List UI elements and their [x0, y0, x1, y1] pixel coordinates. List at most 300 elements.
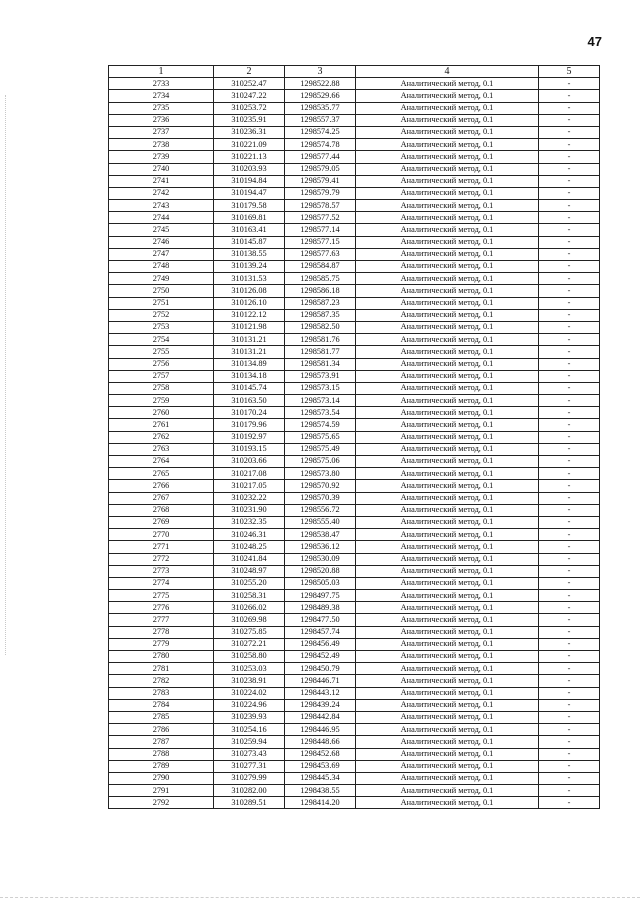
accuracy-cell: -: [539, 139, 600, 151]
point-number-cell: 2754: [109, 334, 214, 346]
method-cell: Аналитический метод, 0.1: [356, 651, 539, 663]
y-coordinate-cell: 1298573.15: [285, 382, 356, 394]
x-coordinate-cell: 310221.13: [214, 151, 285, 163]
x-coordinate-cell: 310239.93: [214, 711, 285, 723]
table-row: [109, 480, 600, 492]
accuracy-cell: -: [539, 456, 600, 468]
accuracy-cell: -: [539, 175, 600, 187]
table-row: [109, 358, 600, 370]
point-number-cell: 2744: [109, 212, 214, 224]
table-row: [109, 382, 600, 394]
accuracy-cell: -: [539, 200, 600, 212]
point-number-cell: 2777: [109, 614, 214, 626]
table-row: [109, 626, 600, 638]
y-coordinate-cell: 1298577.44: [285, 151, 356, 163]
y-coordinate-cell: 1298575.49: [285, 443, 356, 455]
table-row: [109, 724, 600, 736]
point-number-cell: 2763: [109, 443, 214, 455]
point-number-cell: 2789: [109, 760, 214, 772]
x-coordinate-cell: 310179.58: [214, 200, 285, 212]
point-number-cell: 2782: [109, 675, 214, 687]
y-coordinate-cell: 1298584.87: [285, 261, 356, 273]
point-number-cell: 2781: [109, 663, 214, 675]
accuracy-cell: -: [539, 626, 600, 638]
x-coordinate-cell: 310163.41: [214, 224, 285, 236]
method-cell: Аналитический метод, 0.1: [356, 504, 539, 516]
table-row: [109, 711, 600, 723]
point-number-cell: 2745: [109, 224, 214, 236]
method-cell: Аналитический метод, 0.1: [356, 443, 539, 455]
point-number-cell: 2746: [109, 236, 214, 248]
point-number-cell: 2760: [109, 407, 214, 419]
y-coordinate-cell: 1298522.88: [285, 78, 356, 90]
method-cell: Аналитический метод, 0.1: [356, 285, 539, 297]
accuracy-cell: -: [539, 736, 600, 748]
point-number-cell: 2776: [109, 602, 214, 614]
method-cell: Аналитический метод, 0.1: [356, 699, 539, 711]
accuracy-cell: -: [539, 382, 600, 394]
accuracy-cell: -: [539, 285, 600, 297]
accuracy-cell: -: [539, 590, 600, 602]
accuracy-cell: -: [539, 126, 600, 138]
accuracy-cell: -: [539, 261, 600, 273]
method-cell: Аналитический метод, 0.1: [356, 273, 539, 285]
accuracy-cell: -: [539, 553, 600, 565]
accuracy-cell: -: [539, 577, 600, 589]
x-coordinate-cell: 310193.15: [214, 443, 285, 455]
accuracy-cell: -: [539, 687, 600, 699]
accuracy-cell: -: [539, 480, 600, 492]
y-coordinate-cell: 1298536.12: [285, 541, 356, 553]
x-coordinate-cell: 310253.03: [214, 663, 285, 675]
point-number-cell: 2750: [109, 285, 214, 297]
x-coordinate-cell: 310248.97: [214, 565, 285, 577]
method-cell: Аналитический метод, 0.1: [356, 748, 539, 760]
y-coordinate-cell: 1298587.23: [285, 297, 356, 309]
y-coordinate-cell: 1298557.37: [285, 114, 356, 126]
accuracy-cell: -: [539, 675, 600, 687]
point-number-cell: 2753: [109, 321, 214, 333]
x-coordinate-cell: 310131.21: [214, 334, 285, 346]
x-coordinate-cell: 310163.50: [214, 395, 285, 407]
header-cell-5: 5: [539, 66, 600, 78]
point-number-cell: 2740: [109, 163, 214, 175]
table-row: [109, 663, 600, 675]
y-coordinate-cell: 1298574.25: [285, 126, 356, 138]
table-row: [109, 638, 600, 650]
point-number-cell: 2774: [109, 577, 214, 589]
accuracy-cell: -: [539, 90, 600, 102]
method-cell: Аналитический метод, 0.1: [356, 248, 539, 260]
x-coordinate-cell: 310246.31: [214, 529, 285, 541]
point-number-cell: 2748: [109, 261, 214, 273]
table-row: [109, 297, 600, 309]
x-coordinate-cell: 310138.55: [214, 248, 285, 260]
method-cell: Аналитический метод, 0.1: [356, 212, 539, 224]
method-cell: Аналитический метод, 0.1: [356, 395, 539, 407]
accuracy-cell: -: [539, 797, 600, 809]
x-coordinate-cell: 310253.72: [214, 102, 285, 114]
accuracy-cell: -: [539, 565, 600, 577]
point-number-cell: 2749: [109, 273, 214, 285]
point-number-cell: 2791: [109, 785, 214, 797]
point-number-cell: 2747: [109, 248, 214, 260]
y-coordinate-cell: 1298570.39: [285, 492, 356, 504]
point-number-cell: 2785: [109, 711, 214, 723]
method-cell: Аналитический метод, 0.1: [356, 541, 539, 553]
x-coordinate-cell: 310217.05: [214, 480, 285, 492]
point-number-cell: 2788: [109, 748, 214, 760]
method-cell: Аналитический метод, 0.1: [356, 407, 539, 419]
y-coordinate-cell: 1298577.52: [285, 212, 356, 224]
table-row: [109, 346, 600, 358]
accuracy-cell: -: [539, 321, 600, 333]
x-coordinate-cell: 310269.98: [214, 614, 285, 626]
accuracy-cell: -: [539, 516, 600, 528]
method-cell: Аналитический метод, 0.1: [356, 565, 539, 577]
header-cell-4: 4: [356, 66, 539, 78]
table-row: [109, 797, 600, 809]
x-coordinate-cell: 310231.90: [214, 504, 285, 516]
page-edge-line: [0, 897, 640, 898]
method-cell: Аналитический метод, 0.1: [356, 687, 539, 699]
y-coordinate-cell: 1298573.54: [285, 407, 356, 419]
method-cell: Аналитический метод, 0.1: [356, 663, 539, 675]
x-coordinate-cell: 310122.12: [214, 309, 285, 321]
method-cell: Аналитический метод, 0.1: [356, 419, 539, 431]
y-coordinate-cell: 1298579.41: [285, 175, 356, 187]
x-coordinate-cell: 310179.96: [214, 419, 285, 431]
point-number-cell: 2790: [109, 772, 214, 784]
accuracy-cell: -: [539, 504, 600, 516]
method-cell: Аналитический метод, 0.1: [356, 163, 539, 175]
accuracy-cell: -: [539, 370, 600, 382]
table-row: [109, 248, 600, 260]
accuracy-cell: -: [539, 187, 600, 199]
y-coordinate-cell: 1298573.14: [285, 395, 356, 407]
table-row: [109, 224, 600, 236]
method-cell: Аналитический метод, 0.1: [356, 736, 539, 748]
y-coordinate-cell: 1298439.24: [285, 699, 356, 711]
y-coordinate-cell: 1298586.18: [285, 285, 356, 297]
method-cell: Аналитический метод, 0.1: [356, 711, 539, 723]
point-number-cell: 2738: [109, 139, 214, 151]
method-cell: Аналитический метод, 0.1: [356, 175, 539, 187]
method-cell: Аналитический метод, 0.1: [356, 553, 539, 565]
x-coordinate-cell: 310139.24: [214, 261, 285, 273]
y-coordinate-cell: 1298489.38: [285, 602, 356, 614]
y-coordinate-cell: 1298520.88: [285, 565, 356, 577]
x-coordinate-cell: 310252.47: [214, 78, 285, 90]
y-coordinate-cell: 1298579.79: [285, 187, 356, 199]
table-row: [109, 419, 600, 431]
y-coordinate-cell: 1298538.47: [285, 529, 356, 541]
method-cell: Аналитический метод, 0.1: [356, 90, 539, 102]
x-coordinate-cell: 310232.35: [214, 516, 285, 528]
table-row: [109, 395, 600, 407]
y-coordinate-cell: 1298530.09: [285, 553, 356, 565]
accuracy-cell: -: [539, 102, 600, 114]
point-number-cell: 2772: [109, 553, 214, 565]
y-coordinate-cell: 1298445.34: [285, 772, 356, 784]
point-number-cell: 2767: [109, 492, 214, 504]
method-cell: Аналитический метод, 0.1: [356, 78, 539, 90]
y-coordinate-cell: 1298573.91: [285, 370, 356, 382]
y-coordinate-cell: 1298438.55: [285, 785, 356, 797]
y-coordinate-cell: 1298535.77: [285, 102, 356, 114]
table-row: [109, 614, 600, 626]
point-number-cell: 2762: [109, 431, 214, 443]
point-number-cell: 2765: [109, 468, 214, 480]
table-row: [109, 456, 600, 468]
x-coordinate-cell: 310134.89: [214, 358, 285, 370]
accuracy-cell: -: [539, 663, 600, 675]
method-cell: Аналитический метод, 0.1: [356, 309, 539, 321]
table-row: [109, 321, 600, 333]
y-coordinate-cell: 1298585.75: [285, 273, 356, 285]
x-coordinate-cell: 310224.02: [214, 687, 285, 699]
accuracy-cell: -: [539, 760, 600, 772]
point-number-cell: 2773: [109, 565, 214, 577]
accuracy-cell: -: [539, 614, 600, 626]
table-row: [109, 370, 600, 382]
accuracy-cell: -: [539, 724, 600, 736]
x-coordinate-cell: 310272.21: [214, 638, 285, 650]
accuracy-cell: -: [539, 541, 600, 553]
table-row: [109, 187, 600, 199]
y-coordinate-cell: 1298587.35: [285, 309, 356, 321]
y-coordinate-cell: 1298477.50: [285, 614, 356, 626]
y-coordinate-cell: 1298556.72: [285, 504, 356, 516]
x-coordinate-cell: 310126.08: [214, 285, 285, 297]
table-row: [109, 273, 600, 285]
y-coordinate-cell: 1298443.12: [285, 687, 356, 699]
point-number-cell: 2757: [109, 370, 214, 382]
point-number-cell: 2786: [109, 724, 214, 736]
x-coordinate-cell: 310194.84: [214, 175, 285, 187]
y-coordinate-cell: 1298497.75: [285, 590, 356, 602]
accuracy-cell: -: [539, 114, 600, 126]
accuracy-cell: -: [539, 638, 600, 650]
x-coordinate-cell: 310259.94: [214, 736, 285, 748]
y-coordinate-cell: 1298448.66: [285, 736, 356, 748]
accuracy-cell: -: [539, 492, 600, 504]
y-coordinate-cell: 1298452.49: [285, 651, 356, 663]
y-coordinate-cell: 1298442.84: [285, 711, 356, 723]
table-row: [109, 261, 600, 273]
point-number-cell: 2766: [109, 480, 214, 492]
x-coordinate-cell: 310134.18: [214, 370, 285, 382]
point-number-cell: 2780: [109, 651, 214, 663]
y-coordinate-cell: 1298570.92: [285, 480, 356, 492]
y-coordinate-cell: 1298581.77: [285, 346, 356, 358]
accuracy-cell: -: [539, 346, 600, 358]
x-coordinate-cell: 310258.80: [214, 651, 285, 663]
table-row: [109, 175, 600, 187]
table-row: [109, 577, 600, 589]
table-row: [109, 553, 600, 565]
y-coordinate-cell: 1298456.49: [285, 638, 356, 650]
method-cell: Аналитический метод, 0.1: [356, 139, 539, 151]
accuracy-cell: -: [539, 163, 600, 175]
y-coordinate-cell: 1298574.78: [285, 139, 356, 151]
accuracy-cell: -: [539, 395, 600, 407]
table-row: [109, 151, 600, 163]
table-row: [109, 675, 600, 687]
y-coordinate-cell: 1298555.40: [285, 516, 356, 528]
accuracy-cell: -: [539, 309, 600, 321]
table-row: [109, 748, 600, 760]
point-number-cell: 2752: [109, 309, 214, 321]
accuracy-cell: -: [539, 651, 600, 663]
method-cell: Аналитический метод, 0.1: [356, 358, 539, 370]
y-coordinate-cell: 1298505.03: [285, 577, 356, 589]
table-row: [109, 785, 600, 797]
method-cell: Аналитический метод, 0.1: [356, 382, 539, 394]
table-row: [109, 212, 600, 224]
accuracy-cell: -: [539, 748, 600, 760]
method-cell: Аналитический метод, 0.1: [356, 370, 539, 382]
x-coordinate-cell: 310217.08: [214, 468, 285, 480]
method-cell: Аналитический метод, 0.1: [356, 468, 539, 480]
y-coordinate-cell: 1298574.59: [285, 419, 356, 431]
y-coordinate-cell: 1298575.65: [285, 431, 356, 443]
x-coordinate-cell: 310273.43: [214, 748, 285, 760]
x-coordinate-cell: 310282.00: [214, 785, 285, 797]
method-cell: Аналитический метод, 0.1: [356, 577, 539, 589]
x-coordinate-cell: 310289.51: [214, 797, 285, 809]
y-coordinate-cell: 1298446.95: [285, 724, 356, 736]
method-cell: Аналитический метод, 0.1: [356, 236, 539, 248]
table-row: [109, 407, 600, 419]
x-coordinate-cell: 310145.74: [214, 382, 285, 394]
y-coordinate-cell: 1298573.80: [285, 468, 356, 480]
y-coordinate-cell: 1298529.66: [285, 90, 356, 102]
x-coordinate-cell: 310131.53: [214, 273, 285, 285]
accuracy-cell: -: [539, 212, 600, 224]
method-cell: Аналитический метод, 0.1: [356, 785, 539, 797]
table-row: [109, 565, 600, 577]
header-cell-2: 2: [214, 66, 285, 78]
point-number-cell: 2784: [109, 699, 214, 711]
x-coordinate-cell: 310279.99: [214, 772, 285, 784]
point-number-cell: 2768: [109, 504, 214, 516]
table-row: [109, 78, 600, 90]
point-number-cell: 2770: [109, 529, 214, 541]
table-row: [109, 602, 600, 614]
point-number-cell: 2769: [109, 516, 214, 528]
accuracy-cell: -: [539, 358, 600, 370]
table-row: [109, 651, 600, 663]
method-cell: Аналитический метод, 0.1: [356, 321, 539, 333]
table-row: [109, 139, 600, 151]
point-number-cell: 2734: [109, 90, 214, 102]
method-cell: Аналитический метод, 0.1: [356, 102, 539, 114]
accuracy-cell: -: [539, 248, 600, 260]
accuracy-cell: -: [539, 78, 600, 90]
table-row: [109, 200, 600, 212]
y-coordinate-cell: 1298581.34: [285, 358, 356, 370]
x-coordinate-cell: 310277.31: [214, 760, 285, 772]
method-cell: Аналитический метод, 0.1: [356, 456, 539, 468]
table-row: [109, 541, 600, 553]
x-coordinate-cell: 310235.91: [214, 114, 285, 126]
table-row: [109, 431, 600, 443]
header-cell-1: 1: [109, 66, 214, 78]
point-number-cell: 2764: [109, 456, 214, 468]
point-number-cell: 2771: [109, 541, 214, 553]
table-row: [109, 443, 600, 455]
method-cell: Аналитический метод, 0.1: [356, 760, 539, 772]
point-number-cell: 2737: [109, 126, 214, 138]
table-row: [109, 516, 600, 528]
y-coordinate-cell: 1298450.79: [285, 663, 356, 675]
point-number-cell: 2792: [109, 797, 214, 809]
accuracy-cell: -: [539, 711, 600, 723]
method-cell: Аналитический метод, 0.1: [356, 224, 539, 236]
method-cell: Аналитический метод, 0.1: [356, 626, 539, 638]
x-coordinate-cell: 310254.16: [214, 724, 285, 736]
method-cell: Аналитический метод, 0.1: [356, 675, 539, 687]
header-cell-3: 3: [285, 66, 356, 78]
coordinates-table: [108, 65, 600, 809]
accuracy-cell: -: [539, 334, 600, 346]
table-row: [109, 736, 600, 748]
page-number: 47: [587, 34, 602, 49]
point-number-cell: 2739: [109, 151, 214, 163]
method-cell: Аналитический метод, 0.1: [356, 261, 539, 273]
table-row: [109, 114, 600, 126]
table-row: [109, 90, 600, 102]
x-coordinate-cell: 310266.02: [214, 602, 285, 614]
x-coordinate-cell: 310241.84: [214, 553, 285, 565]
x-coordinate-cell: 310203.93: [214, 163, 285, 175]
x-coordinate-cell: 310247.22: [214, 90, 285, 102]
method-cell: Аналитический метод, 0.1: [356, 529, 539, 541]
accuracy-cell: -: [539, 224, 600, 236]
x-coordinate-cell: 310169.81: [214, 212, 285, 224]
table-row: [109, 492, 600, 504]
x-coordinate-cell: 310258.31: [214, 590, 285, 602]
point-number-cell: 2755: [109, 346, 214, 358]
table-body: [109, 78, 600, 809]
accuracy-cell: -: [539, 407, 600, 419]
y-coordinate-cell: 1298579.05: [285, 163, 356, 175]
point-number-cell: 2756: [109, 358, 214, 370]
table-row: [109, 102, 600, 114]
x-coordinate-cell: 310126.10: [214, 297, 285, 309]
accuracy-cell: -: [539, 468, 600, 480]
point-number-cell: 2761: [109, 419, 214, 431]
point-number-cell: 2736: [109, 114, 214, 126]
accuracy-cell: -: [539, 273, 600, 285]
y-coordinate-cell: 1298582.50: [285, 321, 356, 333]
table-row: [109, 309, 600, 321]
y-coordinate-cell: 1298446.71: [285, 675, 356, 687]
method-cell: Аналитический метод, 0.1: [356, 431, 539, 443]
margin-line: [5, 95, 6, 655]
x-coordinate-cell: 310224.96: [214, 699, 285, 711]
point-number-cell: 2742: [109, 187, 214, 199]
x-coordinate-cell: 310131.21: [214, 346, 285, 358]
method-cell: Аналитический метод, 0.1: [356, 480, 539, 492]
method-cell: Аналитический метод, 0.1: [356, 492, 539, 504]
table-row: [109, 504, 600, 516]
method-cell: Аналитический метод, 0.1: [356, 590, 539, 602]
point-number-cell: 2779: [109, 638, 214, 650]
table-header-row: [109, 66, 600, 78]
table-row: [109, 687, 600, 699]
